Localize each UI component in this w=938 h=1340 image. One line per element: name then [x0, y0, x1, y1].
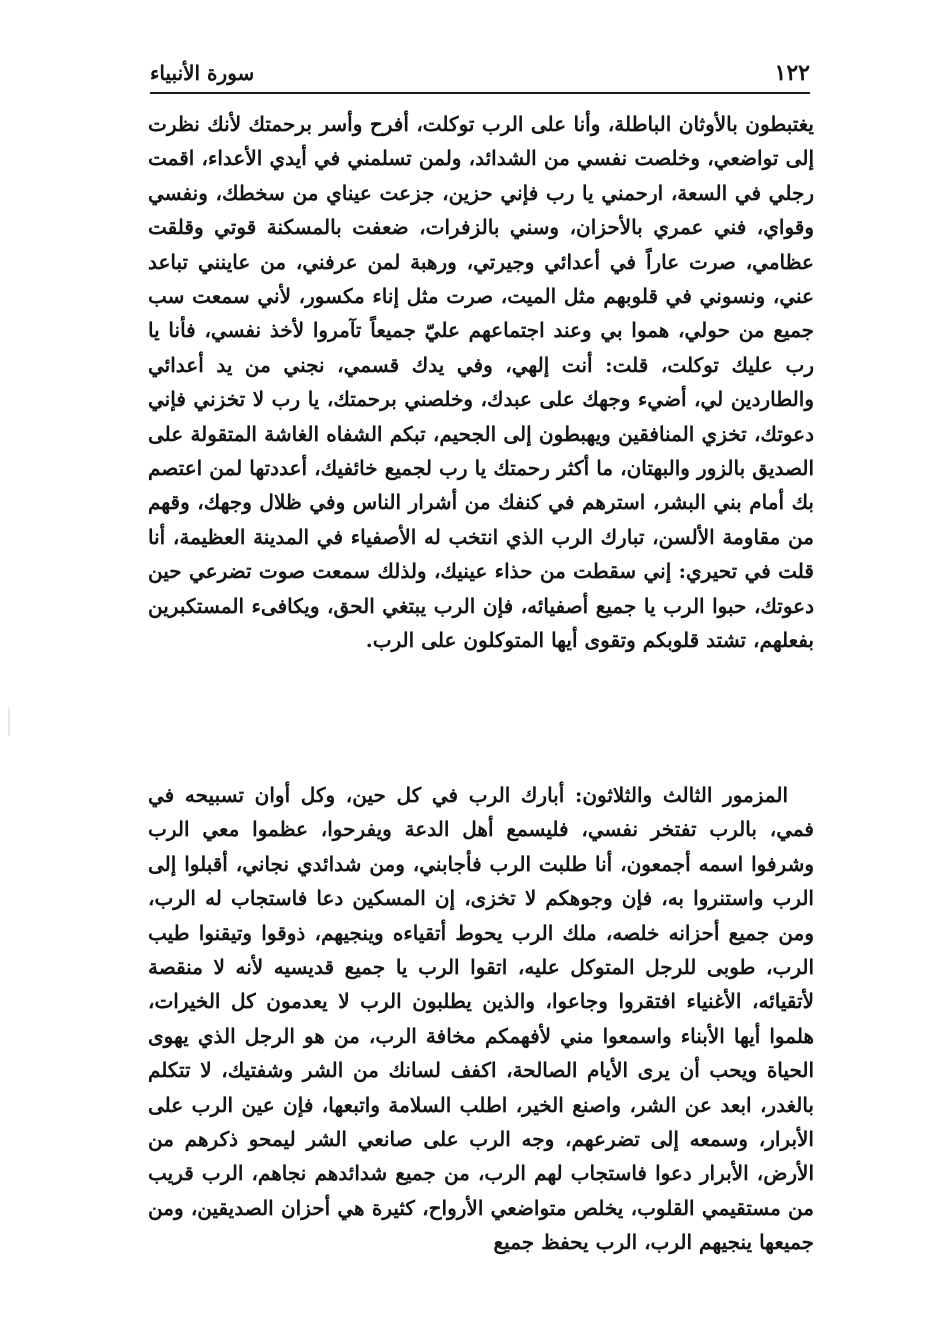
- surah-title: سورة الأنبياء: [150, 61, 255, 85]
- paragraph-psalm-continuation: يغتبطون بالأوثان الباطلة، وأنا على الرب توكلت، أفرح وأسر برحمتك لأنك نظرت إلى تواضعي، وخلصت نفسي من الشدائد، ولمن تسلمني في أيدي الأعداء، اقمت رجلي في السعة، ارحمني يا رب فإني حزين، جزعت عيناي من سخطك، ونفسي وقواي، فني عمري بالأحزان، وسني بالزفرات، ضعفت بالمسكنة قوتي وقلقت عظامي، صرت عاراً في أعدائي وجيرتي، ورهبة لمن عرفني، من عاينني تباعد عني، ونسوني في قلوبهم مثل الميت، صرت مثل إناء مكسور، لأني سمعت سب جميع من حولي، هموا بي وعند اجتماعهم عليّ جميعاً تآمروا لأخذ نفسي، فأنا يا رب عليك توكلت، قلت: أنت إلهي، وفي يدك قسمي، نجني من يد أعدائي والطاردين لي، أضيء وجهك على عبدك، وخلصني برحمتك، يا رب لا تخزني فإني دعوتك، تخزي المنافقين ويهبطون إلى الجحيم، تبكم الشفاه الغاشة المتقولة على الصديق بالزور والبهتان، ما أكثر رحمتك يا رب لجميع خائفيك، أعددتها لمن اعتصم بك أمام بني البشر، استرهم في كنفك من أشرار الناس وفي ظلال وجهك، وقهم من مقاومة الألسن، تبارك الرب الذي انتخب له الأصفياء في المدينة العظيمة، أنا قلت في تحيري: إني سقطت من حذاء عينيك، ولذلك سمعت صوت تضرعي حين دعوتك، حبوا الرب يا جميع أصفيائه، فإن الرب يبتغي الحق، ويكافىء المستكبرين بفعلهم، تشتد قلوبكم وتقوى أيها المتوكلون على الرب.: [148, 112, 814, 653]
- scan-margin-mark: [8, 708, 10, 736]
- page-number: ١٢٢: [774, 60, 810, 86]
- header-divider: [150, 92, 810, 94]
- paragraph-psalm-33: المزمور الثالث والثلاثون: أبارك الرب في كل حين، وكل أوان تسبيحه في فمي، بالرب تفتخر نفسي، فليسمع أهل الدعة ويفرحوا، عظموا معي الرب وشرفوا اسمه أجمعون، أنا طلبت الرب فأجابني، ومن شدائدي نجاني، أقبلوا إلى الرب واستنروا به، فإن وجوهكم لا تخزى، إن المسكين دعا فاستجاب له الرب، ومن جميع أحزانه خلصه، ملك الرب يحوط أتقياءه وينجيهم، ذوقوا وتيقنوا طيب الرب، طوبى للرجل المتوكل عليه، اتقوا الرب يا جميع قديسيه لأنه لا منقصة لأتقيائه، الأغنياء افتقروا وجاعوا، والذين يطلبون الرب لا يعدمون كل الخيرات، هلموا أيها الأبناء واسمعوا مني لأفهمكم مخافة الرب، من هو الرجل الذي يهوى الحياة ويحب أن يرى الأيام الصالحة، اكفف لسانك من الشر وشفتيك، لا تتكلم بالغدر، ابعد عن الشر، واصنع الخير، اطلب السلامة واتبعها، فإن عين الرب على الأبرار، وسمعه إلى تضرعهم، وجه الرب على صانعي الشر ليمحو ذكرهم من الأرض، الأبرار دعوا فاستجاب لهم الرب، من جميع شدائدهم نجاهم، الرب قريب من مستقيمي القلوب، يخلص متواضعي الأرواح، كثيرة هي أحزان الصديقين، ومن جميعها ينجيهم الرب، الرب يحفظ جميع: [148, 783, 814, 1255]
- running-header: [150, 58, 810, 88]
